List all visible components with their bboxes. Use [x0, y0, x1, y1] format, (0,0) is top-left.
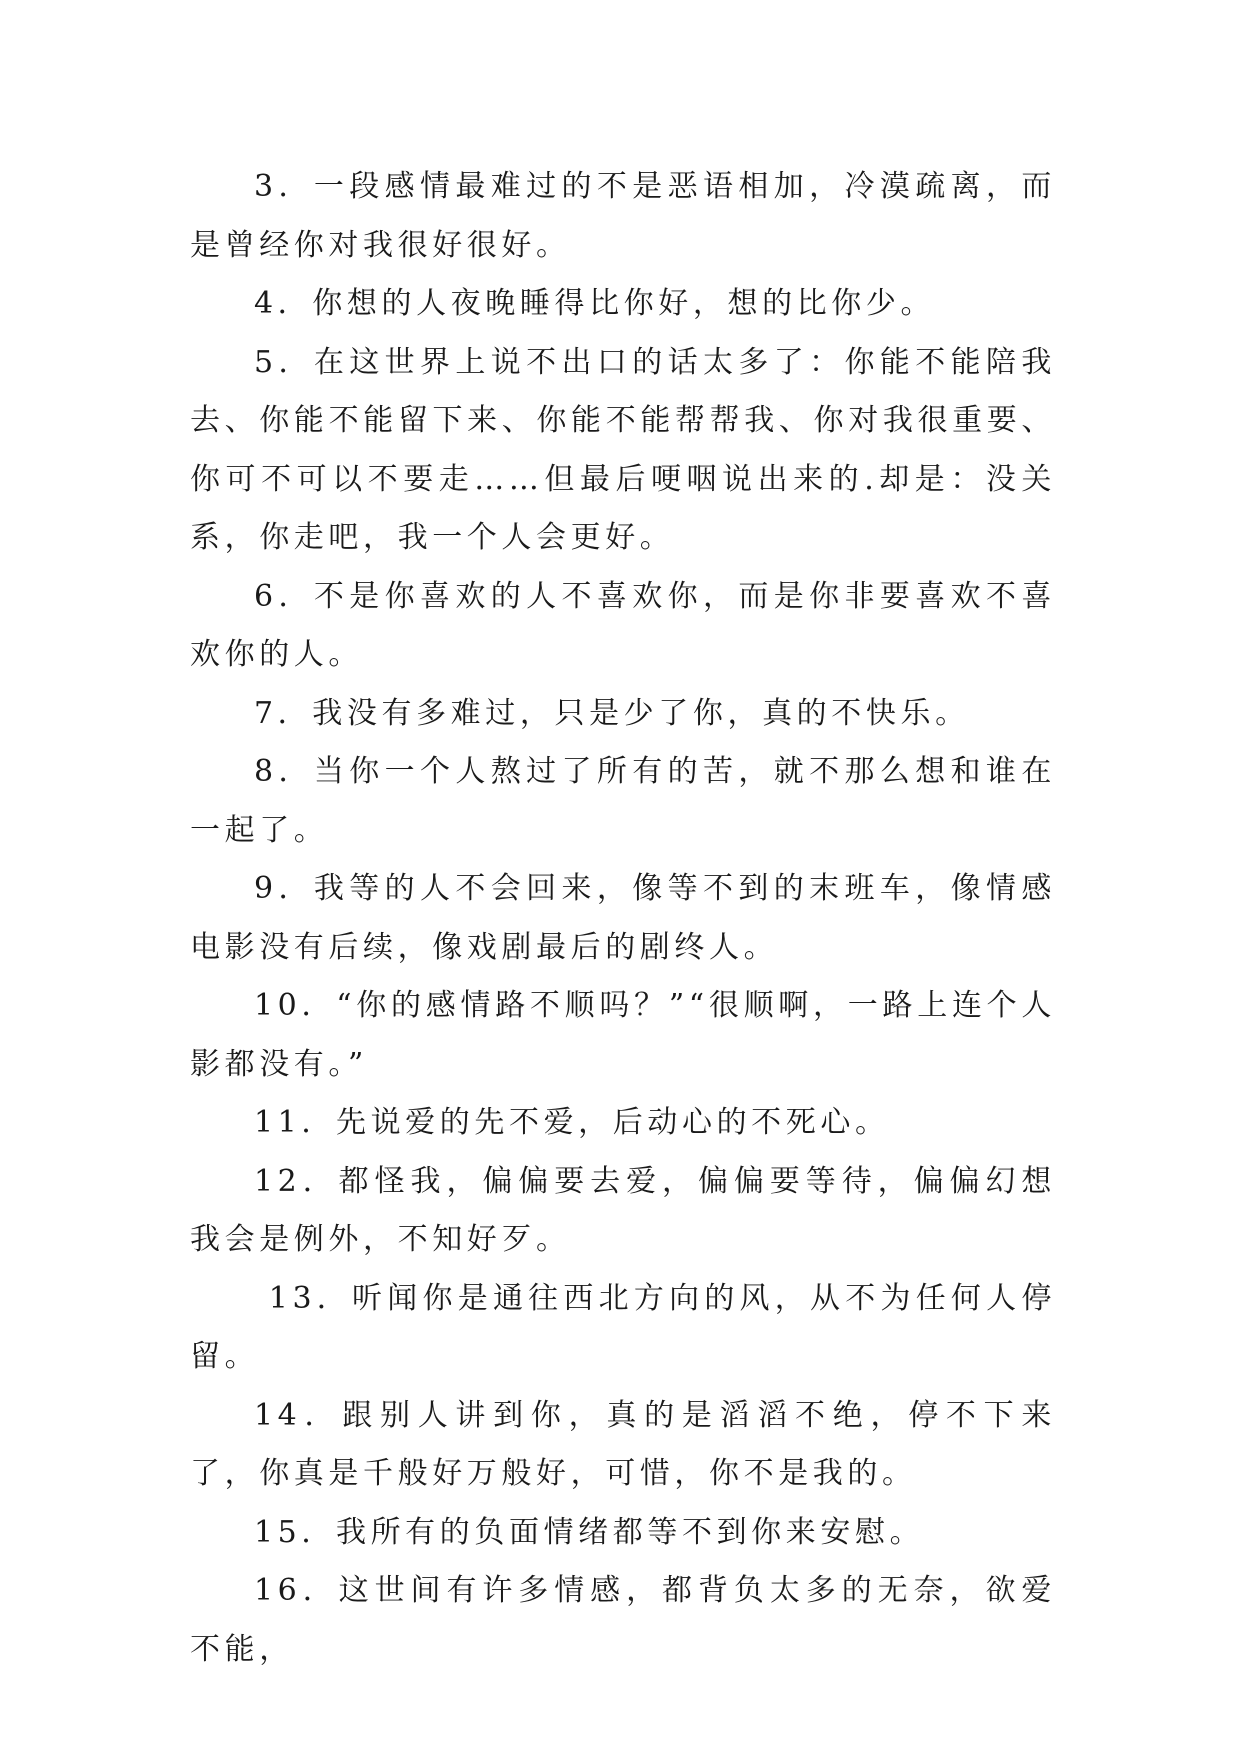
paragraph-9: 9．我等的人不会回来，像等不到的末班车，像情感电影没有后续，像戏剧最后的剧终人。	[190, 871, 1056, 965]
paragraph-4: 4．你想的人夜晚睡得比你好，想的比你少。	[254, 286, 936, 321]
paragraph-15: 15．我所有的负面情绪都等不到你来安慰。	[254, 1514, 925, 1550]
paragraph-7: 7．我没有多难过，只是少了你，真的不快乐。	[254, 695, 970, 731]
paragraph-6: 6．不是你喜欢的人不喜欢你，而是你非要喜欢不喜欢你的人。	[190, 578, 1056, 672]
paragraph-5: 5．在这世界上说不出口的话太多了：你能不能陪我去、你能不能留下来、你能不能帮帮我、你对我很重要、你可不可以不要走……但最后哽咽说出来的.却是：没关系，你走吧，我一个人会更好。	[190, 344, 1056, 555]
paragraph-12: 12．都怪我，偏偏要去爱，偏偏要等待，偏偏幻想我会是例外，不知好歹。	[190, 1163, 1056, 1257]
document-body	[190, 158, 1056, 1679]
paragraph-11: 11．先说爱的先不爱，后动心的不死心。	[254, 1105, 890, 1140]
paragraph-8: 8．当你一个人熬过了所有的苦，就不那么想和谁在一起了。	[190, 754, 1056, 848]
paragraph-3: 3．一段感情最难过的不是恶语相加，冷漠疏离，而是曾经你对我很好很好。	[190, 169, 1056, 263]
paragraph-14: 14．跟别人讲到你，真的是滔滔不绝，停不下来了，你真是千般好万般好，可惜，你不是我的。	[190, 1397, 1056, 1491]
paragraph-16: 16．这世间有许多情感，都背负太多的无奈，欲爱不能，	[190, 1573, 1056, 1667]
paragraph-10: 10．“你的感情路不顺吗？”“很顺啊，一路上连个人影都没有。”	[190, 988, 1056, 1082]
paragraph-13: 13．听闻你是通往西北方向的风，从不为任何人停留。	[190, 1280, 1056, 1374]
